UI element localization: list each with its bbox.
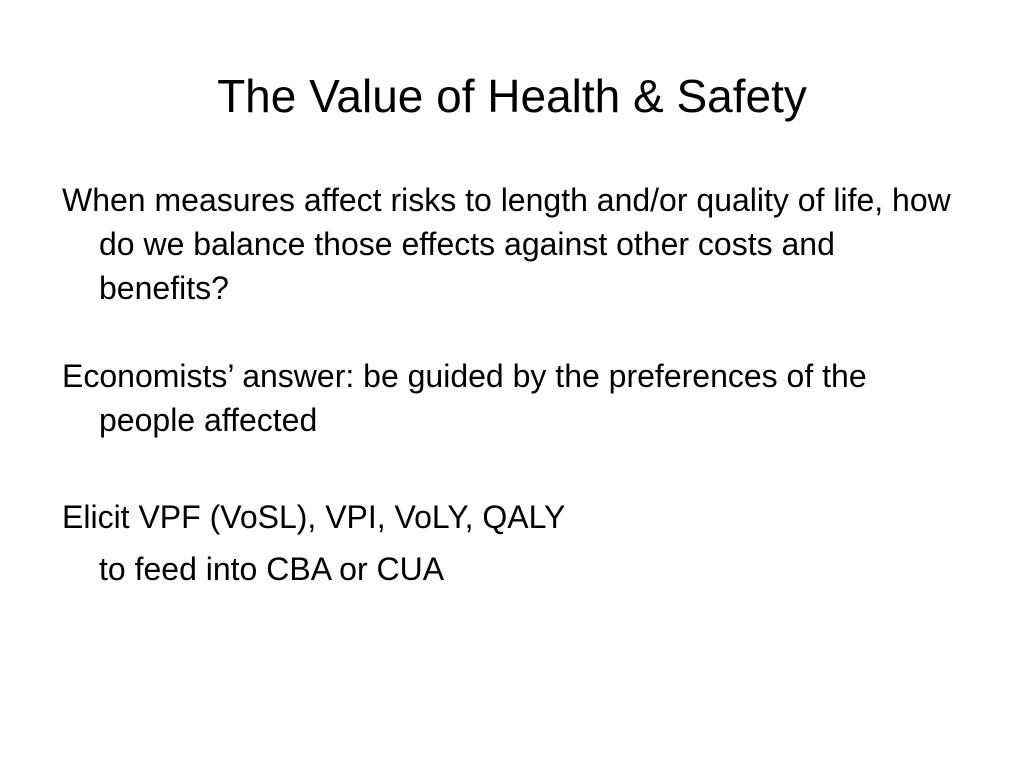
paragraph-feed-into: to feed into CBA or CUA bbox=[99, 551, 445, 587]
paragraph-economists-answer: Economists’ answer: be guided by the preferences of the people affected bbox=[62, 358, 867, 438]
slide-body bbox=[62, 178, 962, 591]
paragraph-question: When measures affect risks to length and/or quality of life, how do we balance those effects against other costs and benefits? bbox=[62, 182, 951, 306]
paragraph-elicit-values: Elicit VPF (VoSL), VPI, VoLY, QALY bbox=[62, 499, 566, 535]
slide-title: The Value of Health & Safety bbox=[217, 70, 807, 122]
